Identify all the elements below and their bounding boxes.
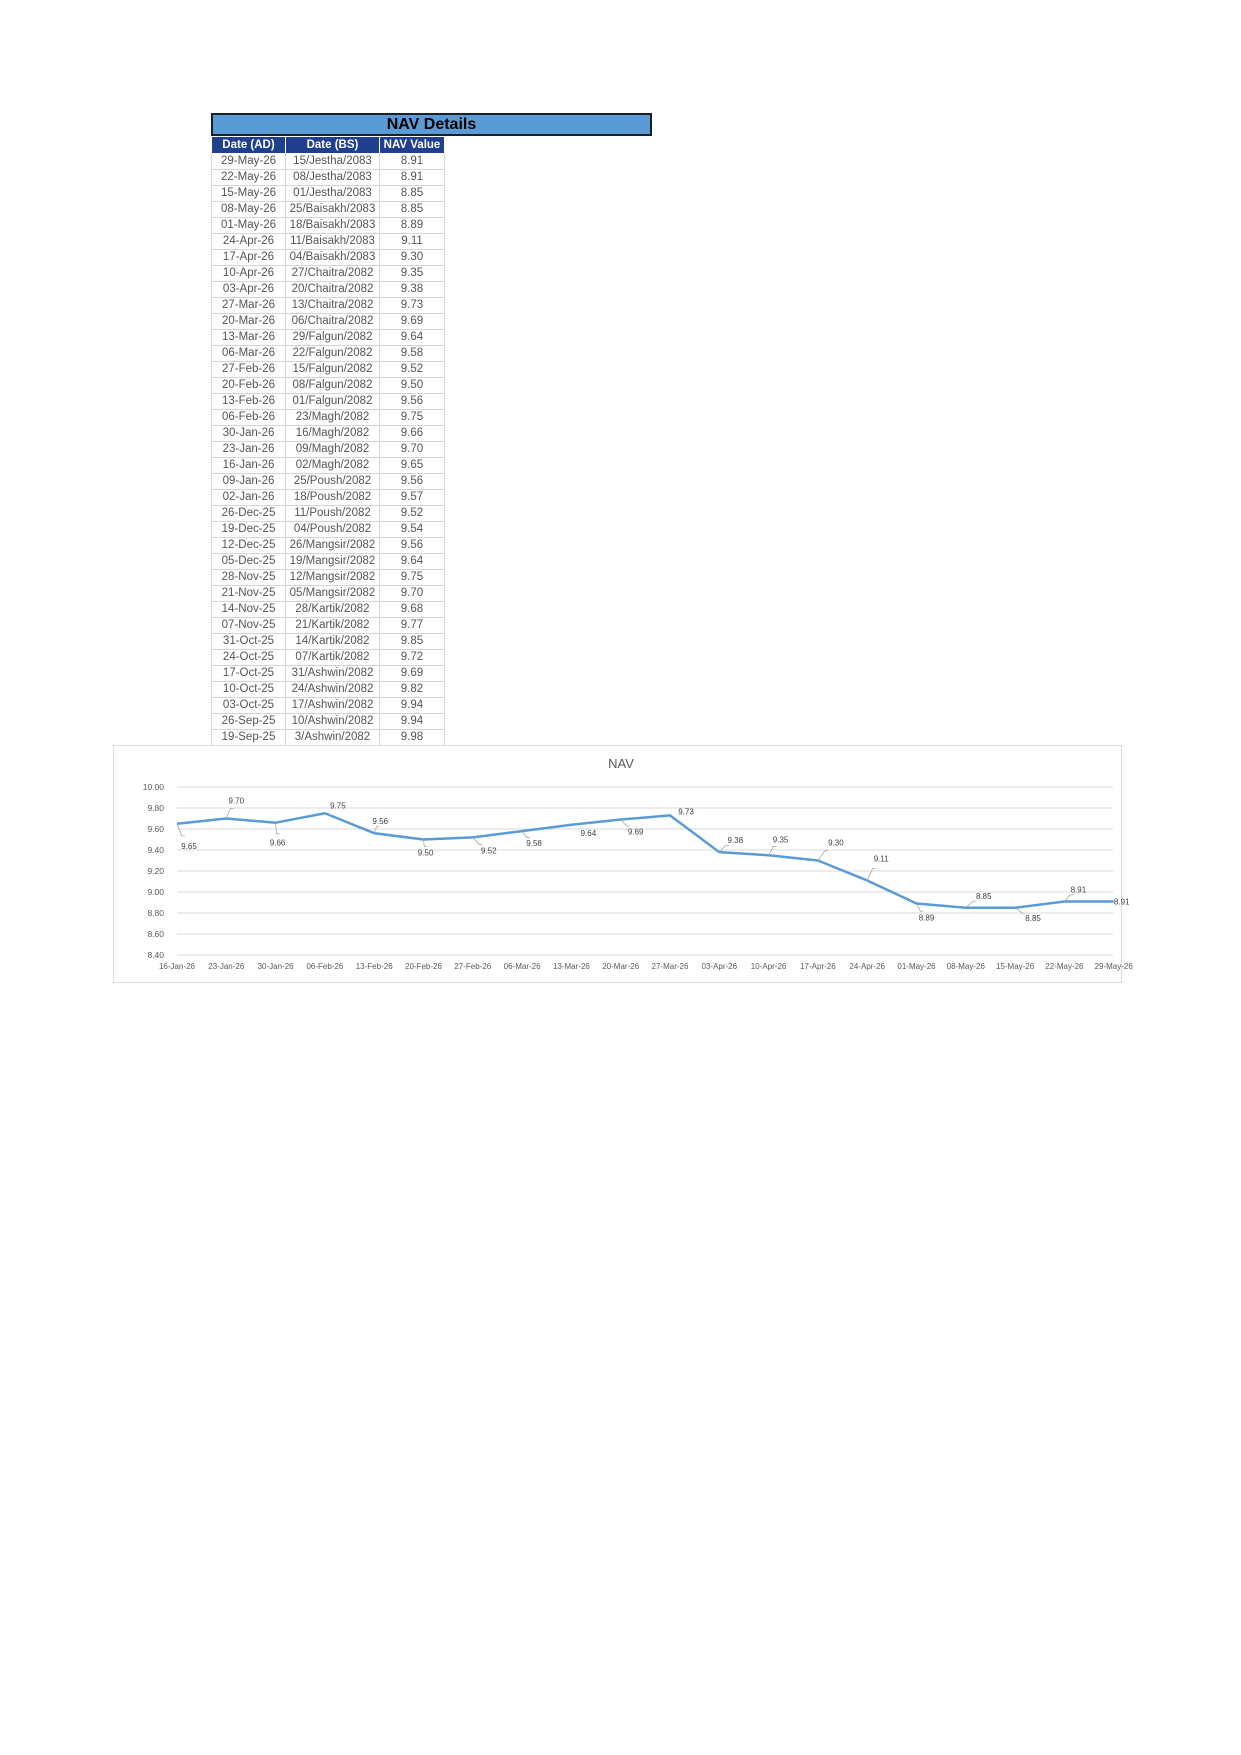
table-row [212, 618, 445, 634]
col-header-date-ad: Date (AD) [212, 137, 286, 154]
cell-date-ad: 13-Mar-26 [212, 330, 286, 346]
cell-date-ad: 20-Mar-26 [212, 314, 286, 330]
cell-date-bs: 10/Ashwin/2082 [286, 714, 380, 730]
cell-nav-value: 9.56 [380, 474, 445, 490]
cell-nav-value: 9.11 [380, 234, 445, 250]
cell-nav-value: 9.58 [380, 346, 445, 362]
table-row [212, 602, 445, 618]
cell-date-ad: 26-Sep-25 [212, 714, 286, 730]
cell-date-ad: 03-Apr-26 [212, 282, 286, 298]
cell-date-ad: 30-Jan-26 [212, 426, 286, 442]
table-row [212, 634, 445, 650]
cell-date-bs: 17/Ashwin/2082 [286, 698, 380, 714]
data-label-leader [473, 837, 482, 844]
data-label: 8.91 [1070, 885, 1087, 895]
col-header-nav-value: NAV Value [380, 137, 445, 154]
cell-nav-value: 9.69 [380, 314, 445, 330]
cell-date-ad: 10-Oct-25 [212, 682, 286, 698]
cell-date-ad: 02-Jan-26 [212, 490, 286, 506]
cell-nav-value: 9.69 [380, 666, 445, 682]
data-label: 8.89 [918, 913, 935, 923]
cell-date-bs: 28/Kartik/2082 [286, 602, 380, 618]
cell-date-bs: 08/Jestha/2083 [286, 170, 380, 186]
data-label: 9.38 [727, 836, 744, 846]
nav-table [211, 136, 445, 746]
data-label: 8.85 [976, 891, 992, 901]
table-row [212, 522, 445, 538]
data-label-leader [276, 823, 280, 834]
x-tick-label: 06-Feb-26 [306, 962, 344, 971]
cell-date-bs: 04/Poush/2082 [286, 522, 380, 538]
cell-date-ad: 16-Jan-26 [212, 458, 286, 474]
cell-date-bs: 29/Falgun/2082 [286, 330, 380, 346]
data-label: 9.56 [372, 817, 388, 827]
cell-date-bs: 20/Chaitra/2082 [286, 282, 380, 298]
data-label: 9.65 [181, 841, 197, 851]
data-label: 9.66 [269, 838, 286, 848]
cell-date-bs: 14/Kartik/2082 [286, 634, 380, 650]
table-row [212, 490, 445, 506]
cell-date-ad: 10-Apr-26 [212, 266, 286, 282]
cell-nav-value: 9.52 [380, 506, 445, 522]
cell-date-ad: 06-Feb-26 [212, 410, 286, 426]
cell-date-bs: 04/Baisakh/2083 [286, 250, 380, 266]
x-tick-label: 13-Feb-26 [355, 962, 393, 971]
table-row [212, 586, 445, 602]
table-row [212, 266, 445, 282]
x-tick-label: 16-Jan-26 [158, 962, 196, 971]
table-row [212, 442, 445, 458]
x-tick-label: 30-Jan-26 [257, 962, 294, 971]
series-line [177, 813, 1114, 908]
table-row [212, 394, 445, 410]
cell-date-ad: 22-May-26 [212, 170, 286, 186]
table-row [212, 570, 445, 586]
cell-nav-value: 9.56 [380, 394, 445, 410]
table-row [212, 410, 445, 426]
x-tick-label: 15-May-26 [995, 962, 1035, 971]
data-label: 9.70 [228, 796, 245, 806]
cell-nav-value: 9.72 [380, 650, 445, 666]
cell-date-ad: 27-Feb-26 [212, 362, 286, 378]
y-tick-label: 8.80 [147, 908, 164, 918]
y-tick-label: 10.00 [142, 782, 164, 792]
table-row [212, 426, 445, 442]
col-header-date-bs: Date (BS) [286, 137, 380, 154]
chart-title: NAV [608, 756, 634, 771]
cell-date-bs: 3/Ashwin/2082 [286, 730, 380, 746]
table-row [212, 330, 445, 346]
data-label: 8.91 [1113, 897, 1130, 907]
cell-date-bs: 01/Jestha/2083 [286, 186, 380, 202]
cell-date-bs: 15/Jestha/2083 [286, 154, 380, 170]
cell-date-ad: 24-Oct-25 [212, 650, 286, 666]
cell-date-bs: 06/Chaitra/2082 [286, 314, 380, 330]
cell-date-bs: 15/Falgun/2082 [286, 362, 380, 378]
cell-nav-value: 9.75 [380, 410, 445, 426]
cell-date-ad: 31-Oct-25 [212, 634, 286, 650]
cell-date-ad: 20-Feb-26 [212, 378, 286, 394]
nav-line-chart [113, 745, 1133, 983]
cell-date-bs: 26/Mangsir/2082 [286, 538, 380, 554]
table-row [212, 314, 445, 330]
data-label: 9.11 [873, 854, 889, 864]
cell-nav-value: 9.38 [380, 282, 445, 298]
cell-date-bs: 23/Magh/2082 [286, 410, 380, 426]
cell-date-bs: 11/Baisakh/2083 [286, 234, 380, 250]
cell-date-ad: 29-May-26 [212, 154, 286, 170]
cell-nav-value: 9.94 [380, 698, 445, 714]
data-label-leader [177, 824, 185, 836]
cell-date-ad: 03-Oct-25 [212, 698, 286, 714]
cell-nav-value: 9.54 [380, 522, 445, 538]
table-row [212, 666, 445, 682]
y-tick-label: 9.20 [147, 866, 164, 876]
cell-date-ad: 19-Sep-25 [212, 730, 286, 746]
cell-nav-value: 9.94 [380, 714, 445, 730]
cell-date-bs: 24/Ashwin/2082 [286, 682, 380, 698]
cell-date-ad: 24-Apr-26 [212, 234, 286, 250]
cell-date-bs: 18/Poush/2082 [286, 490, 380, 506]
cell-date-bs: 18/Baisakh/2083 [286, 218, 380, 234]
cell-nav-value: 9.70 [380, 586, 445, 602]
cell-nav-value: 9.73 [380, 298, 445, 314]
x-tick-label: 06-Mar-26 [503, 962, 541, 971]
y-tick-label: 9.80 [147, 803, 164, 813]
table-row [212, 346, 445, 362]
cell-nav-value: 9.70 [380, 442, 445, 458]
table-row [212, 378, 445, 394]
cell-nav-value: 9.52 [380, 362, 445, 378]
table-row [212, 538, 445, 554]
cell-nav-value: 9.65 [380, 458, 445, 474]
cell-nav-value: 9.64 [380, 330, 445, 346]
x-tick-label: 20-Mar-26 [602, 962, 640, 971]
cell-date-ad: 13-Feb-26 [212, 394, 286, 410]
cell-date-ad: 28-Nov-25 [212, 570, 286, 586]
cell-date-bs: 01/Falgun/2082 [286, 394, 380, 410]
data-label-leader [818, 851, 828, 861]
cell-date-ad: 09-Jan-26 [212, 474, 286, 490]
data-label: 8.85 [1025, 913, 1041, 923]
y-tick-label: 8.40 [147, 950, 164, 960]
cell-date-bs: 02/Magh/2082 [286, 458, 380, 474]
cell-date-ad: 19-Dec-25 [212, 522, 286, 538]
cell-nav-value: 9.68 [380, 602, 445, 618]
x-tick-label: 24-Apr-26 [849, 962, 885, 971]
cell-nav-value: 9.98 [380, 730, 445, 746]
cell-date-ad: 08-May-26 [212, 202, 286, 218]
data-label: 9.30 [828, 838, 844, 848]
cell-date-bs: 25/Poush/2082 [286, 474, 380, 490]
cell-date-ad: 27-Mar-26 [212, 298, 286, 314]
cell-date-ad: 21-Nov-25 [212, 586, 286, 602]
cell-date-ad: 07-Nov-25 [212, 618, 286, 634]
cell-nav-value: 9.50 [380, 378, 445, 394]
x-tick-label: 01-May-26 [897, 962, 936, 971]
data-label: 9.35 [772, 835, 789, 845]
table-row [212, 298, 445, 314]
data-label-leader [226, 809, 233, 819]
cell-nav-value: 9.30 [380, 250, 445, 266]
data-label: 9.64 [580, 828, 597, 838]
table-row [212, 362, 445, 378]
data-label: 9.58 [526, 839, 542, 849]
cell-nav-value: 9.56 [380, 538, 445, 554]
y-tick-label: 9.60 [147, 824, 164, 834]
y-tick-label: 8.60 [147, 929, 164, 939]
y-tick-label: 9.40 [147, 845, 164, 855]
data-label: 9.73 [678, 807, 694, 817]
table-row [212, 458, 445, 474]
cell-date-ad: 14-Nov-25 [212, 602, 286, 618]
cell-nav-value: 9.77 [380, 618, 445, 634]
cell-date-bs: 21/Kartik/2082 [286, 618, 380, 634]
table-header-row [212, 137, 445, 154]
table-row [212, 218, 445, 234]
table-row [212, 170, 445, 186]
cell-nav-value: 8.89 [380, 218, 445, 234]
cell-nav-value: 9.75 [380, 570, 445, 586]
x-tick-label: 22-May-26 [1045, 962, 1084, 971]
cell-nav-value: 9.57 [380, 490, 445, 506]
cell-date-ad: 23-Jan-26 [212, 442, 286, 458]
table-row [212, 474, 445, 490]
cell-date-bs: 11/Poush/2082 [286, 506, 380, 522]
x-tick-label: 17-Apr-26 [800, 962, 836, 971]
data-label-leader [769, 846, 777, 855]
cell-date-bs: 12/Mangsir/2082 [286, 570, 380, 586]
cell-date-bs: 16/Magh/2082 [286, 426, 380, 442]
cell-date-ad: 15-May-26 [212, 186, 286, 202]
page-title: NAV Details [211, 113, 652, 136]
data-label: 9.52 [481, 846, 497, 856]
cell-date-ad: 12-Dec-25 [212, 538, 286, 554]
table-row [212, 682, 445, 698]
table-row [212, 186, 445, 202]
x-tick-label: 27-Mar-26 [651, 962, 689, 971]
x-tick-label: 29-May-26 [1094, 962, 1133, 971]
cell-date-bs: 05/Mangsir/2082 [286, 586, 380, 602]
table-row [212, 250, 445, 266]
cell-date-ad: 05-Dec-25 [212, 554, 286, 570]
table-row [212, 698, 445, 714]
table-row [212, 650, 445, 666]
cell-date-ad: 01-May-26 [212, 218, 286, 234]
cell-nav-value: 8.91 [380, 154, 445, 170]
table-row [212, 730, 445, 746]
cell-nav-value: 8.85 [380, 202, 445, 218]
data-label-leader [867, 868, 876, 880]
table-row [212, 506, 445, 522]
data-label-leader [522, 831, 530, 838]
cell-date-ad: 26-Dec-25 [212, 506, 286, 522]
cell-nav-value: 9.64 [380, 554, 445, 570]
cell-date-bs: 13/Chaitra/2082 [286, 298, 380, 314]
x-tick-label: 23-Jan-26 [208, 962, 245, 971]
data-label: 9.75 [330, 801, 346, 811]
cell-nav-value: 9.85 [380, 634, 445, 650]
cell-date-bs: 25/Baisakh/2083 [286, 202, 380, 218]
cell-date-bs: 27/Chaitra/2082 [286, 266, 380, 282]
cell-nav-value: 9.66 [380, 426, 445, 442]
cell-date-bs: 19/Mangsir/2082 [286, 554, 380, 570]
table-row [212, 282, 445, 298]
cell-nav-value: 8.85 [380, 186, 445, 202]
cell-date-bs: 09/Magh/2082 [286, 442, 380, 458]
table-row [212, 234, 445, 250]
cell-date-ad: 17-Oct-25 [212, 666, 286, 682]
data-label-leader [1015, 908, 1025, 914]
cell-nav-value: 9.35 [380, 266, 445, 282]
data-label: 9.69 [627, 827, 644, 837]
cell-nav-value: 9.82 [380, 682, 445, 698]
cell-date-ad: 17-Apr-26 [212, 250, 286, 266]
cell-date-bs: 22/Falgun/2082 [286, 346, 380, 362]
table-row [212, 554, 445, 570]
x-tick-label: 27-Feb-26 [454, 962, 492, 971]
cell-date-bs: 07/Kartik/2082 [286, 650, 380, 666]
cell-date-bs: 31/Ashwin/2082 [286, 666, 380, 682]
x-tick-label: 13-Mar-26 [552, 962, 590, 971]
table-row [212, 154, 445, 170]
table-row [212, 202, 445, 218]
cell-date-ad: 06-Mar-26 [212, 346, 286, 362]
x-tick-label: 20-Feb-26 [405, 962, 442, 971]
data-label-leader [621, 820, 630, 827]
x-tick-label: 03-Apr-26 [701, 962, 738, 971]
x-tick-label: 10-Apr-26 [750, 962, 787, 971]
data-label: 9.50 [417, 848, 434, 858]
cell-nav-value: 8.91 [380, 170, 445, 186]
cell-date-bs: 08/Falgun/2082 [286, 378, 380, 394]
data-label-leader [719, 846, 728, 853]
table-row [212, 714, 445, 730]
y-tick-label: 9.00 [147, 887, 164, 897]
x-tick-label: 08-May-26 [946, 962, 985, 971]
